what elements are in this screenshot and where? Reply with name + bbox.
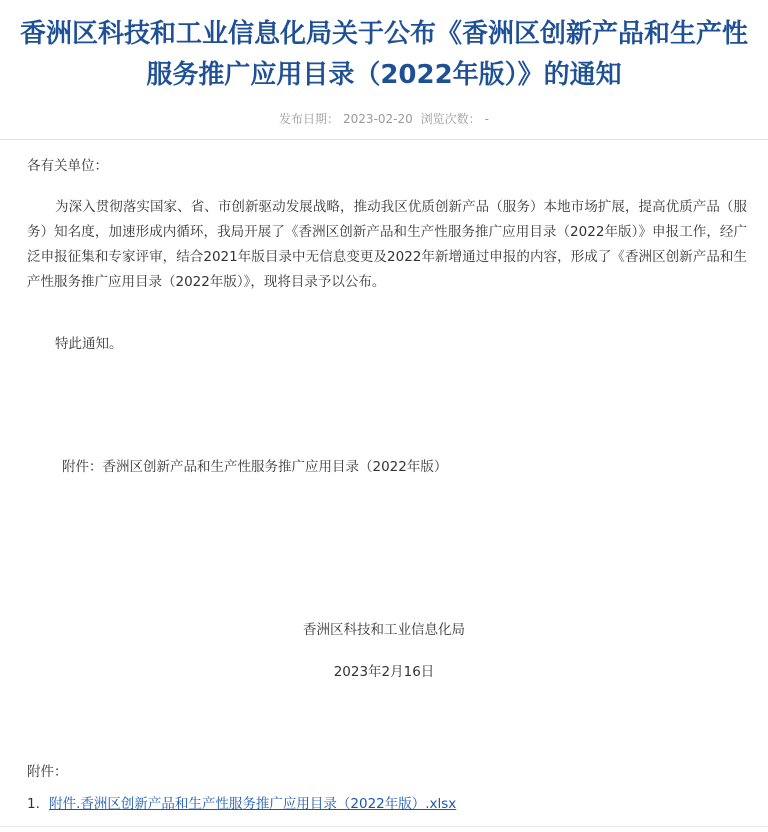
attachments-heading: 附件：	[27, 764, 68, 780]
view-count: -	[484, 112, 489, 126]
publish-date-label: 发布日期：	[279, 112, 340, 126]
issue-date: 2023年2月16日	[333, 664, 435, 680]
closing-notice: 特此通知。	[55, 336, 123, 352]
attachment-mention: 附件：香洲区创新产品和生产性服务推广应用目录（2022年版）	[62, 459, 448, 475]
attachment-list-item	[27, 794, 456, 814]
footer-divider	[0, 826, 768, 827]
attachment-index: 1．	[27, 796, 50, 812]
salutation: 各有关单位：	[27, 158, 108, 174]
issuer-signature: 香洲区科技和工业信息化局	[303, 622, 465, 638]
publish-date: 2023-02-20	[343, 112, 413, 126]
article-meta	[0, 110, 768, 128]
body-paragraph: 为深入贯彻落实国家、省、市创新驱动发展战略，推动我区优质创新产品（服务）本地市场扩展，提高优质产品（服务）知名度，加速形成内循环，我局开展了《香洲区创新产品和生产性服务推广应用目录（2022年版）》申报工作，经广泛申报征集和专家评审，结合2021年版目录中无信息变更及2022年新增通过申报的内容，形成了《香洲区创新产品和生产性服务推广应用目录（2022年版）》，现将目录予以公布。	[27, 199, 747, 290]
view-count-label: 浏览次数：	[420, 112, 481, 126]
meta-divider	[0, 139, 768, 140]
article-title: 香洲区科技和工业信息化局关于公布《香洲区创新产品和生产性服务推广应用目录（2022年版）》的通知	[19, 19, 748, 90]
attachment-download-link[interactable]: 附件.香洲区创新产品和生产性服务推广应用目录（2022年版）.xlsx	[49, 796, 457, 812]
